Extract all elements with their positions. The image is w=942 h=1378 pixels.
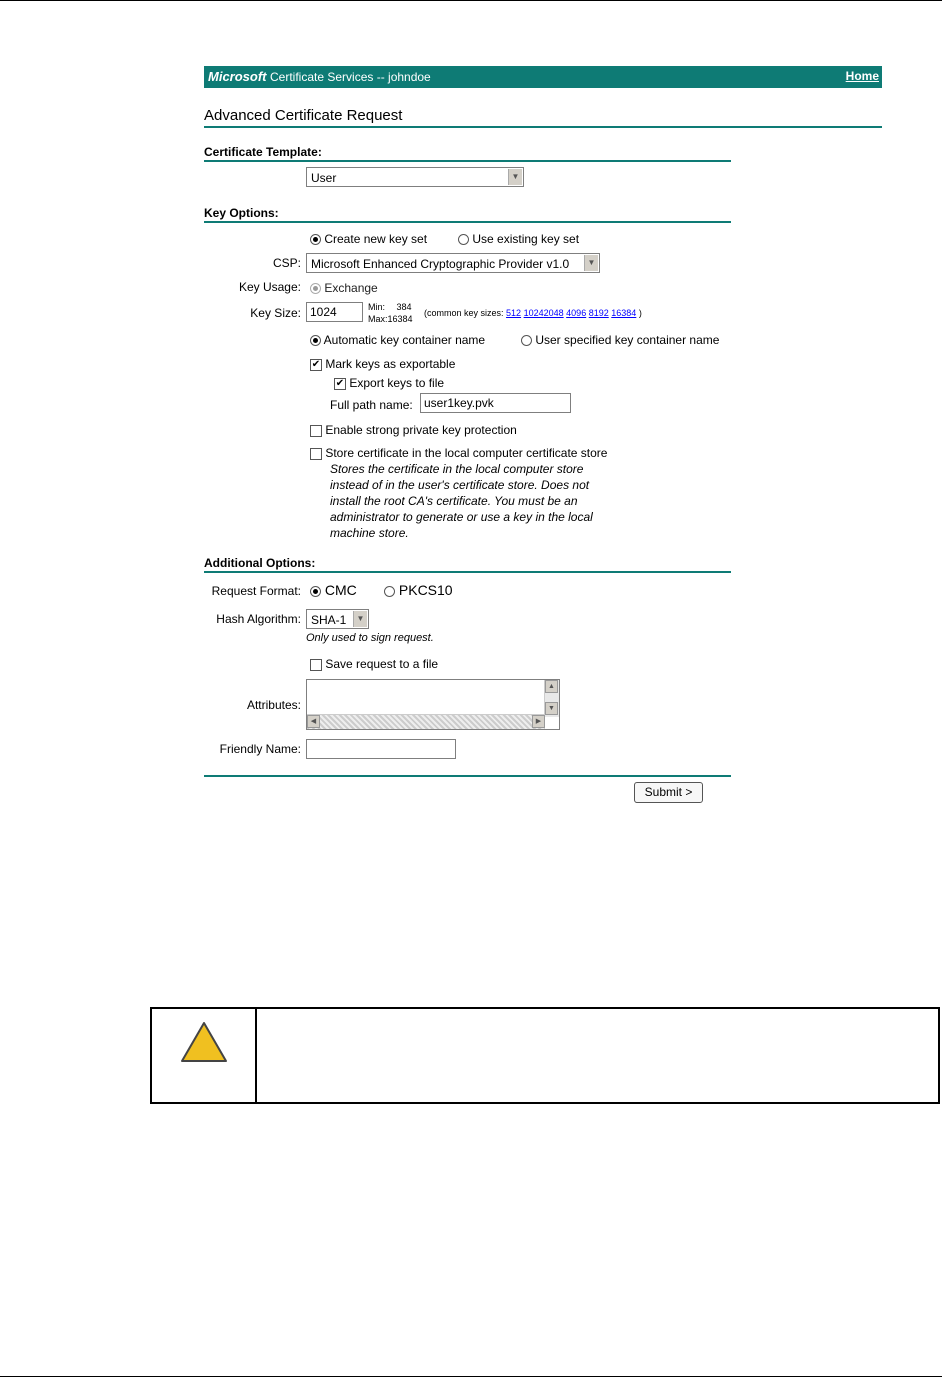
key-size-max-value: 16384 bbox=[387, 314, 413, 324]
csp-select-value: Microsoft Enhanced Cryptographic Provider v1.0 bbox=[311, 257, 570, 271]
key-options-heading: Key Options: bbox=[204, 206, 279, 220]
hash-algorithm-note: Only used to sign request. bbox=[306, 632, 434, 644]
key-size-link-2048[interactable]: 2048 bbox=[543, 308, 564, 318]
section-divider bbox=[204, 775, 731, 777]
save-to-file-option[interactable] bbox=[310, 657, 438, 671]
common-sizes-prefix: (common key sizes: bbox=[424, 308, 504, 318]
header-banner bbox=[204, 66, 882, 88]
brand-logo: Microsoft bbox=[208, 69, 267, 84]
container-user-option[interactable] bbox=[521, 333, 719, 347]
template-select[interactable] bbox=[306, 167, 524, 187]
key-size-min-label: Min: bbox=[368, 302, 386, 312]
key-size-max-label: Max: bbox=[368, 314, 388, 324]
request-format-label: Request Format: bbox=[211, 584, 301, 598]
local-store-note-line: administrator to generate or use a key in the local bbox=[330, 510, 593, 524]
csp-label: CSP: bbox=[272, 256, 301, 270]
key-size-input[interactable] bbox=[306, 302, 363, 322]
save-to-file-checkbox[interactable] bbox=[310, 659, 322, 671]
key-size-value: 1024 bbox=[310, 305, 337, 319]
local-store-note-line: machine store. bbox=[330, 526, 409, 540]
key-usage-option bbox=[310, 281, 378, 295]
hash-algorithm-label: Hash Algorithm: bbox=[216, 612, 301, 626]
attributes-textarea[interactable] bbox=[306, 679, 560, 730]
local-store-note-line: instead of in the user's certificate store. Does not bbox=[330, 478, 590, 492]
key-size-link-512[interactable]: 512 bbox=[506, 308, 522, 318]
warning-icon bbox=[180, 1021, 228, 1063]
caution-box bbox=[150, 1007, 940, 1104]
keyset-existing-radio[interactable] bbox=[458, 234, 469, 245]
scroll-right-icon[interactable]: ▶ bbox=[532, 715, 545, 728]
home-link[interactable]: Home bbox=[845, 69, 879, 83]
container-user-radio[interactable] bbox=[521, 335, 532, 346]
container-user-label: User specified key container name bbox=[535, 333, 720, 347]
key-size-label: Key Size: bbox=[250, 306, 301, 320]
key-size-min bbox=[368, 302, 412, 312]
format-pkcs10-radio[interactable] bbox=[384, 586, 395, 597]
local-store-checkbox[interactable] bbox=[310, 448, 322, 460]
key-usage-radio bbox=[310, 283, 321, 294]
keyset-new-label: Create new key set bbox=[324, 232, 428, 246]
strong-protection-option[interactable] bbox=[310, 423, 517, 437]
export-to-file-option[interactable] bbox=[334, 376, 444, 390]
additional-options-heading: Additional Options: bbox=[204, 556, 316, 570]
friendly-name-label: Friendly Name: bbox=[219, 742, 301, 756]
scroll-left-icon[interactable]: ◀ bbox=[307, 715, 320, 728]
page-bottom-rule bbox=[0, 1376, 942, 1377]
friendly-name-input[interactable] bbox=[306, 739, 456, 759]
certificate-template-heading: Certificate Template: bbox=[204, 145, 322, 159]
local-store-note bbox=[330, 461, 593, 541]
key-size-link-1024[interactable]: 1024 bbox=[523, 308, 544, 318]
common-key-sizes bbox=[424, 308, 642, 318]
keyset-new-radio[interactable] bbox=[310, 234, 321, 245]
section-divider bbox=[204, 571, 731, 573]
hash-algorithm-select[interactable] bbox=[306, 609, 369, 629]
format-cmc-radio[interactable] bbox=[310, 586, 321, 597]
key-size-link-16384[interactable]: 16384 bbox=[611, 308, 637, 318]
key-size-min-value: 384 bbox=[396, 302, 412, 312]
strong-protection-label: Enable strong private key protection bbox=[325, 423, 517, 437]
key-size-link-8192[interactable]: 8192 bbox=[588, 308, 609, 318]
chevron-down-icon[interactable]: ▼ bbox=[508, 169, 522, 185]
title-divider bbox=[204, 126, 882, 128]
hash-algorithm-value: SHA-1 bbox=[311, 613, 347, 627]
format-pkcs10-label: PKCS10 bbox=[398, 582, 453, 598]
full-path-value: user1key.pvk bbox=[424, 396, 494, 410]
csp-select[interactable] bbox=[306, 253, 600, 273]
format-pkcs10-option[interactable] bbox=[384, 582, 453, 598]
local-store-option[interactable] bbox=[310, 446, 607, 460]
page-title: Advanced Certificate Request bbox=[204, 107, 403, 124]
common-sizes-suffix: ) bbox=[638, 308, 642, 318]
chevron-down-icon[interactable]: ▼ bbox=[584, 255, 598, 271]
key-usage-value: Exchange bbox=[324, 281, 378, 295]
container-auto-label: Automatic key container name bbox=[323, 333, 486, 347]
keyset-existing-label: Use existing key set bbox=[472, 232, 580, 246]
vertical-scrollbar[interactable] bbox=[544, 680, 559, 717]
mark-exportable-option[interactable] bbox=[310, 357, 455, 371]
container-auto-radio[interactable] bbox=[310, 335, 321, 346]
service-title: Certificate Services -- johndoe bbox=[270, 70, 431, 84]
local-store-note-line: Stores the certificate in the local computer store bbox=[330, 462, 584, 476]
section-divider bbox=[204, 221, 731, 223]
section-divider bbox=[204, 160, 731, 162]
full-path-input[interactable] bbox=[420, 393, 571, 413]
page-top-rule bbox=[0, 0, 942, 1]
mark-exportable-label: Mark keys as exportable bbox=[325, 357, 456, 371]
key-usage-label: Key Usage: bbox=[238, 280, 301, 294]
chevron-down-icon[interactable]: ▼ bbox=[353, 611, 367, 627]
key-size-max bbox=[368, 314, 413, 324]
scroll-down-icon[interactable]: ▼ bbox=[545, 702, 558, 715]
key-size-link-4096[interactable]: 4096 bbox=[566, 308, 587, 318]
template-select-value: User bbox=[311, 171, 337, 185]
caution-divider bbox=[255, 1009, 257, 1102]
scroll-up-icon[interactable]: ▲ bbox=[545, 680, 558, 693]
strong-protection-checkbox[interactable] bbox=[310, 425, 322, 437]
export-to-file-checkbox[interactable]: ✔ bbox=[335, 377, 345, 389]
format-cmc-label: CMC bbox=[324, 582, 357, 598]
horizontal-scrollbar[interactable] bbox=[307, 714, 545, 729]
submit-button[interactable]: Submit > bbox=[634, 782, 703, 803]
mark-exportable-checkbox[interactable]: ✔ bbox=[311, 358, 321, 370]
export-to-file-label: Export keys to file bbox=[349, 376, 445, 390]
keyset-existing-option[interactable] bbox=[458, 232, 579, 246]
local-store-note-line: install the root CA's certificate. You must be an bbox=[330, 494, 578, 508]
save-to-file-label: Save request to a file bbox=[325, 657, 439, 671]
container-auto-option[interactable] bbox=[310, 333, 485, 347]
certificate-request-screen bbox=[204, 66, 882, 806]
attributes-label: Attributes: bbox=[246, 698, 301, 712]
full-path-label: Full path name: bbox=[330, 398, 413, 412]
format-cmc-option[interactable] bbox=[310, 582, 357, 598]
local-store-label: Store certificate in the local computer certificate store bbox=[325, 446, 608, 460]
keyset-new-option[interactable] bbox=[310, 232, 427, 246]
